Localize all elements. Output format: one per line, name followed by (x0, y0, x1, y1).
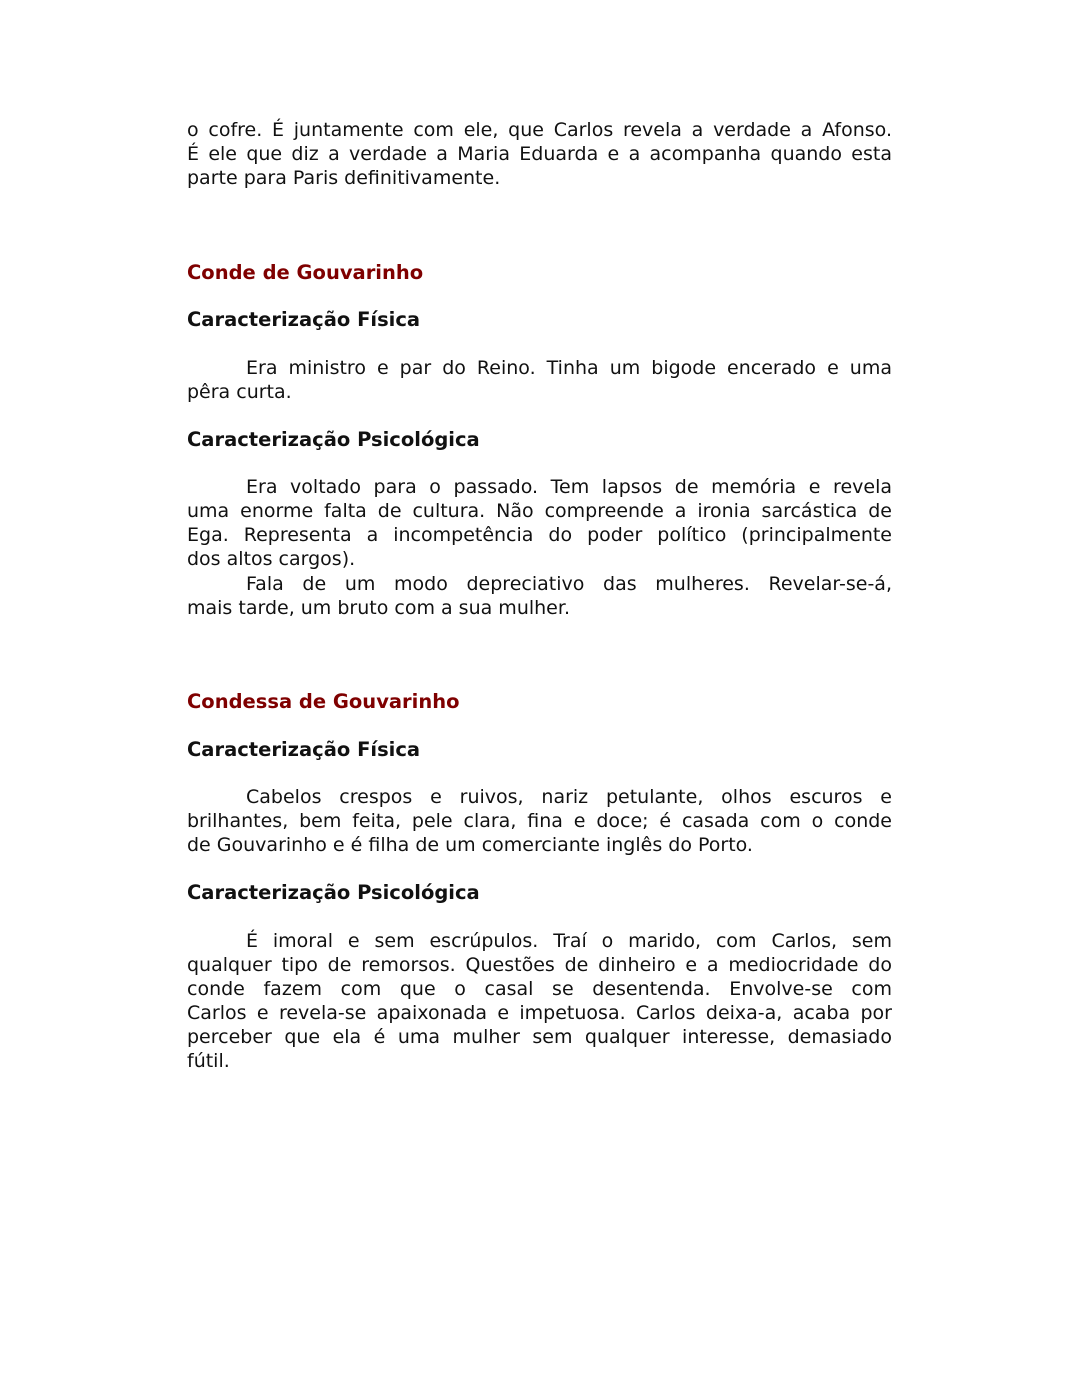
text-line: Carlos e revela-se apaixonada e impetuosa. Carlos deixa-a, acaba por (187, 1002, 892, 1024)
text-line: qualquer tipo de remorsos. Questões de dinheiro e a mediocridade do (187, 954, 892, 976)
section-title-condessa: Condessa de Gouvarinho (187, 690, 460, 713)
paragraph (187, 356, 892, 404)
paragraph (187, 785, 892, 857)
text-line: Era voltado para o passado. Tem lapsos de memória e revela (246, 476, 892, 498)
text-line: uma enorme falta de cultura. Não compreende a ironia sarcástica de (187, 500, 892, 522)
subheading-fisica: Caracterização Física (187, 308, 421, 331)
subheading-psicologica: Caracterização Psicológica (187, 428, 480, 451)
text-line: dos altos cargos). (187, 548, 356, 570)
text-line: É imoral e sem escrúpulos. Traí o marido, com Carlos, sem (246, 930, 892, 952)
subheading-fisica: Caracterização Física (187, 738, 421, 761)
text-line: Cabelos crespos e ruivos, nariz petulante, olhos escuros e (246, 786, 892, 808)
text-line: brilhantes, bem feita, pele clara, fina e doce; é casada com o conde (187, 810, 892, 832)
text-line: mais tarde, um bruto com a sua mulher. (187, 597, 570, 619)
subheading-psicologica: Caracterização Psicológica (187, 881, 480, 904)
section-title-conde: Conde de Gouvarinho (187, 261, 424, 284)
text-line: pêra curta. (187, 381, 292, 403)
text-line: o cofre. É juntamente com ele, que Carlos revela a verdade a Afonso. (187, 119, 892, 141)
paragraph (187, 929, 892, 1073)
text-line: perceber que ela é uma mulher sem qualquer interesse, demasiado (187, 1026, 892, 1048)
text-line: É ele que diz a verdade a Maria Eduarda e a acompanha quando esta (187, 143, 892, 165)
text-line: fútil. (187, 1050, 230, 1072)
text-line: conde fazem com que o casal se desentenda. Envolve-se com (187, 978, 892, 1000)
paragraph (187, 572, 892, 620)
paragraph (187, 475, 892, 571)
text-line: Fala de um modo depreciativo das mulheres. Revelar-se-á, (246, 573, 892, 595)
text-line: parte para Paris definitivamente. (187, 167, 501, 189)
text-line: Ega. Representa a incompetência do poder político (principalmente (187, 524, 892, 546)
text-line: Era ministro e par do Reino. Tinha um bigode encerado e uma (246, 357, 892, 379)
text-line: de Gouvarinho e é filha de um comerciante inglês do Porto. (187, 834, 753, 856)
intro-paragraph (187, 118, 892, 190)
